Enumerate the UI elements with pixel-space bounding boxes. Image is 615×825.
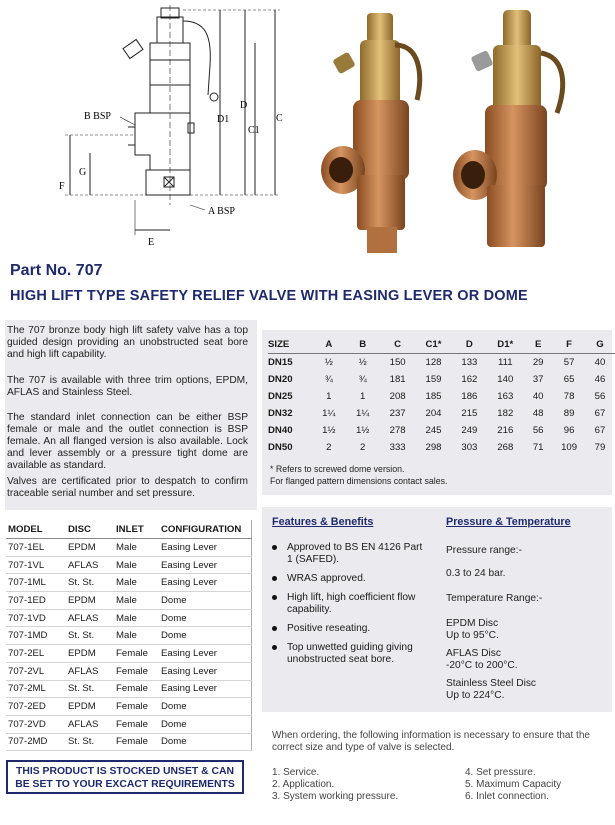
size-cell: 67 — [594, 425, 606, 436]
model-cell: Male — [116, 539, 161, 557]
bullet-icon — [272, 645, 277, 650]
ordering-intro: When ordering, the following information is necessary to ensure that the correct size and type of valve is selected. — [272, 730, 590, 753]
size-cell: 46 — [594, 374, 606, 385]
model-cell: AFLAS — [68, 556, 116, 574]
size-table-note: For flanged pattern dimensions contact sales. — [270, 476, 448, 486]
size-table-note: * Refers to screwed dome version. — [270, 464, 405, 474]
model-cell: 707-1ED — [6, 592, 68, 610]
size-cell: 208 — [389, 391, 406, 402]
stainless-disc-temp: Up to 224°C. — [446, 690, 505, 701]
description-paragraph: The 707 is available with three trim options, EPDM, AFLAS and Stainless Steel. — [7, 375, 248, 398]
size-cell: 333 — [389, 442, 406, 453]
size-table-row — [268, 371, 615, 388]
size-cell: 40 — [532, 391, 544, 402]
aflas-disc-temp: -20°C to 200°C. — [446, 660, 518, 671]
model-cell: 707-1VD — [6, 609, 68, 627]
model-cell: 707-1VL — [6, 556, 68, 574]
model-cell: 707-2ML — [6, 680, 68, 698]
model-table-row — [6, 715, 251, 733]
feature-item: Approved to BS EN 4126 Part 1 (SAFED). — [270, 542, 430, 566]
size-cell: 150 — [389, 357, 406, 368]
model-table — [6, 520, 252, 751]
model-cell: EPDM — [68, 539, 116, 557]
size-cell: 79 — [594, 442, 606, 453]
model-cell: 707-2VD — [6, 715, 68, 733]
model-cell: EPDM — [68, 645, 116, 663]
model-cell: Male — [116, 592, 161, 610]
label-d1: D1 — [217, 114, 230, 125]
model-table-row — [6, 662, 251, 680]
size-cell: 1 — [326, 391, 332, 402]
model-cell: Female — [116, 662, 161, 680]
model-cell: St. St. — [68, 627, 116, 645]
ordering-item: 5. Maximum Capacity — [465, 779, 562, 790]
ordering-item: 1. Service. — [272, 767, 320, 778]
size-cell: 162 — [461, 374, 478, 385]
size-header-cell: F — [553, 336, 585, 354]
model-cell: EPDM — [68, 698, 116, 716]
size-cell: DN15 — [268, 357, 293, 368]
size-cell: 111 — [497, 357, 513, 368]
size-cell: 245 — [425, 425, 442, 436]
model-table-row — [6, 698, 251, 716]
model-cell: AFLAS — [68, 662, 116, 680]
temperature-range-label: Temperature Range:- — [446, 593, 543, 604]
model-cell: 707-1ML — [6, 574, 68, 592]
feature-item: WRAS approved. — [270, 573, 430, 585]
model-table-row — [6, 574, 251, 592]
size-header-cell: E — [523, 336, 553, 354]
size-cell: 182 — [497, 408, 514, 419]
size-cell: 215 — [461, 408, 478, 419]
bullet-icon — [272, 626, 277, 631]
size-cell: 237 — [389, 408, 406, 419]
size-cell: 133 — [461, 357, 478, 368]
size-cell: 1 — [360, 391, 366, 402]
model-header-cell: INLET — [116, 520, 161, 539]
size-cell: DN25 — [268, 391, 293, 402]
model-cell: Dome — [161, 698, 251, 716]
bullet-icon — [272, 576, 277, 581]
size-cell: 29 — [532, 357, 544, 368]
size-cell: 163 — [497, 391, 514, 402]
size-table-row — [268, 354, 615, 372]
model-header-cell: MODEL — [6, 520, 68, 539]
valve-dimension-drawing — [40, 5, 325, 255]
model-table-row — [6, 680, 251, 698]
label-g: G — [79, 167, 87, 178]
size-cell: 109 — [561, 442, 578, 453]
size-cell: 278 — [389, 425, 406, 436]
pressure-range-label: Pressure range:- — [446, 545, 522, 556]
model-table-row — [6, 556, 251, 574]
size-cell: 1¼ — [322, 408, 336, 419]
model-cell: Easing Lever — [161, 680, 251, 698]
label-c: C — [276, 113, 283, 124]
size-cell: 56 — [594, 391, 606, 402]
model-cell: St. St. — [68, 733, 116, 751]
model-cell: EPDM — [68, 592, 116, 610]
features-heading: Features & Benefits — [272, 516, 374, 528]
size-cell: 40 — [594, 357, 606, 368]
size-header-cell: D1* — [487, 336, 523, 354]
size-cell: 89 — [563, 408, 575, 419]
size-cell: 159 — [425, 374, 442, 385]
epdm-disc-temp: Up to 95°C. — [446, 630, 499, 641]
size-cell: DN50 — [268, 442, 293, 453]
size-cell: 303 — [461, 442, 478, 453]
ordering-item: 2. Application. — [272, 779, 335, 790]
label-b-bsp: B BSP — [84, 111, 111, 122]
size-cell: 249 — [461, 425, 478, 436]
size-cell: 56 — [532, 425, 544, 436]
model-cell: Female — [116, 715, 161, 733]
ordering-item: 6. Inlet connection. — [465, 791, 549, 802]
size-cell: 128 — [425, 357, 442, 368]
model-table-row — [6, 627, 251, 645]
description-panel — [5, 320, 257, 510]
model-cell: Female — [116, 680, 161, 698]
size-header-cell: C1* — [416, 336, 452, 354]
model-cell: 707-1MD — [6, 627, 68, 645]
size-cell: 37 — [532, 374, 544, 385]
pressure-heading: Pressure & Temperature — [446, 516, 571, 528]
model-table-row — [6, 645, 251, 663]
size-cell: 181 — [389, 374, 406, 385]
size-header-cell: A — [312, 336, 346, 354]
size-cell: 186 — [461, 391, 478, 402]
stock-notice-line: BE SET TO YOUR EXCACT REQUIREMENTS — [15, 779, 235, 790]
description-paragraph: The 707 bronze body high lift safety valve has a top guided design providing an unobstructed seat bore and high lift capability. — [7, 325, 248, 360]
model-cell: Dome — [161, 733, 251, 751]
size-cell: DN40 — [268, 425, 293, 436]
size-cell: 185 — [425, 391, 442, 402]
size-cell: 1½ — [322, 425, 336, 436]
size-cell: 1¼ — [356, 408, 370, 419]
model-table-row — [6, 592, 251, 610]
model-cell: Easing Lever — [161, 645, 251, 663]
model-cell: St. St. — [68, 680, 116, 698]
model-table-row — [6, 539, 251, 557]
model-cell: Male — [116, 627, 161, 645]
size-cell: 298 — [425, 442, 442, 453]
label-d: D — [240, 100, 248, 111]
model-cell: Male — [116, 609, 161, 627]
epdm-disc-label: EPDM Disc — [446, 618, 499, 629]
feature-item: Positive reseating. — [270, 623, 430, 635]
model-table-header — [6, 520, 251, 539]
stainless-disc-label: Stainless Steel Disc — [446, 678, 537, 689]
features-list — [270, 542, 430, 673]
label-e: E — [148, 237, 155, 248]
valve-photo-lever — [321, 13, 420, 253]
size-cell: 48 — [532, 408, 544, 419]
model-cell: AFLAS — [68, 715, 116, 733]
size-cell: DN20 — [268, 374, 293, 385]
size-cell: ¾ — [324, 374, 333, 385]
model-cell: 707-1EL — [6, 539, 68, 557]
aflas-disc-label: AFLAS Disc — [446, 648, 501, 659]
size-cell: 216 — [497, 425, 514, 436]
valve-photo-dome — [453, 10, 563, 247]
size-cell: 2 — [360, 442, 366, 453]
size-cell: 65 — [563, 374, 575, 385]
size-cell: 140 — [497, 374, 514, 385]
size-cell: 1½ — [356, 425, 370, 436]
size-cell: 204 — [425, 408, 442, 419]
feature-item: Top unwetted guiding giving unobstructed seat bore. — [270, 642, 430, 666]
stock-notice-box — [6, 760, 244, 794]
model-cell: Easing Lever — [161, 574, 251, 592]
bullet-icon — [272, 595, 277, 600]
size-table-row — [268, 405, 615, 422]
model-cell: AFLAS — [68, 609, 116, 627]
model-cell: Easing Lever — [161, 556, 251, 574]
size-table-row — [268, 422, 615, 439]
size-header-cell: SIZE — [268, 336, 312, 354]
size-cell: 57 — [563, 357, 575, 368]
description-paragraph: The standard inlet connection can be either BSP female or male and the outlet connection is BSP female. An all flanged version is also available. Lock and lever assembly or a pressure tight dome are available as standard. — [7, 412, 248, 471]
model-cell: Female — [116, 733, 161, 751]
ordering-item: 3. System working pressure. — [272, 791, 399, 802]
model-header-cell: DISC — [68, 520, 116, 539]
description-paragraph: Valves are certificated prior to despatch to confirm traceable serial number and set pressure. — [7, 476, 248, 499]
model-cell: Dome — [161, 609, 251, 627]
size-table-row — [268, 439, 615, 456]
size-cell: ½ — [324, 357, 333, 368]
model-cell: Male — [116, 556, 161, 574]
size-table-header — [268, 336, 615, 354]
label-c1: C1 — [248, 125, 260, 136]
part-number: Part No. 707 — [10, 262, 103, 279]
model-table-row — [6, 609, 251, 627]
model-cell: Dome — [161, 592, 251, 610]
size-header-cell: B — [346, 336, 380, 354]
label-f: F — [59, 181, 65, 192]
model-cell: Easing Lever — [161, 662, 251, 680]
size-dimension-table — [268, 336, 615, 456]
model-cell: 707-2ED — [6, 698, 68, 716]
bullet-icon — [272, 545, 277, 550]
size-header-cell: G — [585, 336, 615, 354]
model-cell: St. St. — [68, 574, 116, 592]
model-table-row — [6, 733, 251, 751]
size-cell: ½ — [358, 357, 367, 368]
size-cell: 268 — [497, 442, 514, 453]
valve-product-photos — [305, 5, 605, 260]
size-header-cell: C — [380, 336, 416, 354]
size-cell: ¾ — [358, 374, 367, 385]
product-title: HIGH LIFT TYPE SAFETY RELIEF VALVE WITH EASING LEVER OR DOME — [10, 288, 528, 304]
size-cell: 71 — [532, 442, 544, 453]
model-cell: 707-2MD — [6, 733, 68, 751]
stock-notice-line: THIS PRODUCT IS STOCKED UNSET & CAN — [15, 766, 235, 777]
model-cell: Easing Lever — [161, 539, 251, 557]
model-cell: Female — [116, 698, 161, 716]
size-header-cell: D — [451, 336, 487, 354]
model-cell: 707-2EL — [6, 645, 68, 663]
model-cell: 707-2VL — [6, 662, 68, 680]
pressure-range-value: 0.3 to 24 bar. — [446, 568, 506, 579]
size-cell: 67 — [594, 408, 606, 419]
size-cell: 96 — [563, 425, 575, 436]
model-cell: Dome — [161, 715, 251, 733]
ordering-item: 4. Set pressure. — [465, 767, 536, 778]
feature-item: High lift, high coefficient flow capability. — [270, 592, 430, 616]
model-cell: Dome — [161, 627, 251, 645]
size-cell: 2 — [326, 442, 332, 453]
label-a-bsp: A BSP — [208, 206, 235, 217]
size-cell: DN32 — [268, 408, 293, 419]
model-cell: Female — [116, 645, 161, 663]
size-table-row — [268, 388, 615, 405]
size-cell: 78 — [563, 391, 575, 402]
model-cell: Male — [116, 574, 161, 592]
model-header-cell: CONFIGURATION — [161, 520, 251, 539]
